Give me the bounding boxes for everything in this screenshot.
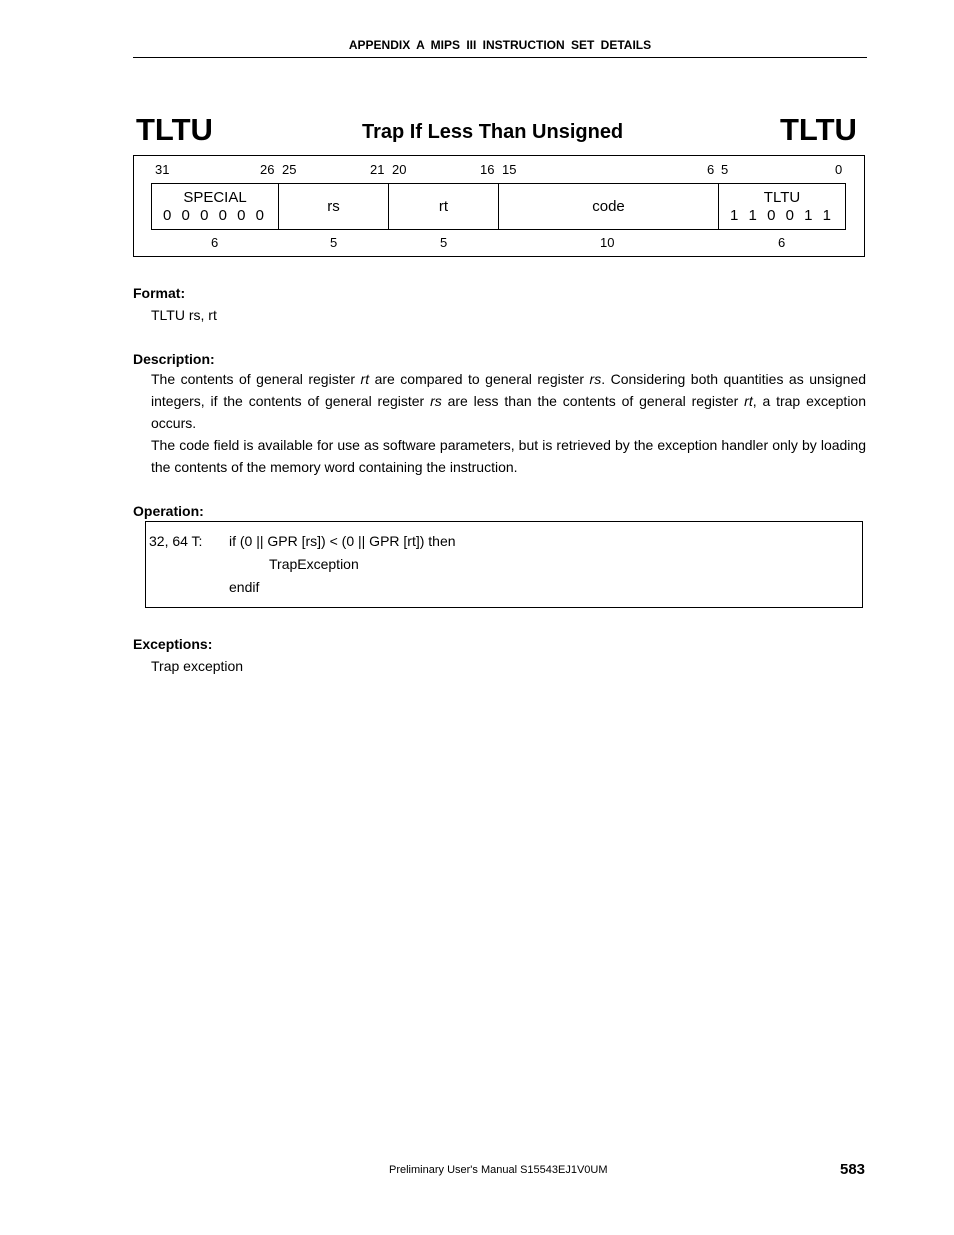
page-number: 583	[840, 1161, 866, 1178]
description-paragraph-2: The code field is available for use as software parameters, but is retrieved by the exception handler only by loading the contents of the memory word containing the instruction.	[151, 437, 866, 475]
mnemonic-left: TLTU	[136, 112, 213, 147]
field-name: TLTU	[763, 188, 801, 206]
register-name: rs	[589, 371, 602, 387]
bit-label: 0	[835, 162, 843, 177]
field-name: rt	[438, 197, 449, 215]
field-function	[719, 184, 845, 229]
field-name: rs	[327, 197, 340, 215]
operation-line: endif	[229, 579, 260, 595]
operation-heading: Operation:	[133, 503, 204, 519]
operation-line: if (0 || GPR [rs]) < (0 || GPR [rt]) then	[229, 533, 456, 549]
bit-label: 5	[721, 162, 729, 177]
mnemonic-right: TLTU	[780, 112, 857, 147]
register-name: rt	[360, 371, 370, 387]
description-heading: Description:	[133, 351, 215, 367]
page-header: APPENDIX A MIPS III INSTRUCTION SET DETAILS	[348, 38, 652, 52]
exceptions-heading: Exceptions:	[133, 636, 213, 652]
register-name: rt	[744, 393, 753, 409]
format-syntax: TLTU rs, rt	[151, 307, 217, 323]
operation-box	[145, 521, 863, 608]
text-run: . Considering both quantities as unsigned integers, if the contents of general register	[151, 371, 867, 409]
field-name: SPECIAL	[183, 188, 247, 206]
register-name: rs	[430, 393, 442, 409]
field-name: code	[592, 197, 625, 215]
text-run: , a trap exception occurs.	[151, 393, 866, 431]
bit-label: 16	[480, 162, 495, 177]
field-rt	[389, 184, 499, 229]
bit-label: 21	[370, 162, 385, 177]
text-run: The contents of general register	[151, 371, 361, 387]
bit-label: 15	[502, 162, 517, 177]
field-width: 10	[600, 235, 615, 250]
bit-label: 31	[155, 162, 170, 177]
field-code	[499, 184, 719, 229]
field-width: 6	[778, 235, 786, 250]
field-bits: 0 0 0 0 0 0	[163, 206, 267, 224]
operation-line: TrapException	[269, 556, 359, 572]
bit-label: 25	[282, 162, 297, 177]
exceptions-text: Trap exception	[151, 658, 244, 674]
field-bits: 1 1 0 0 1 1	[730, 206, 834, 224]
footer-manual: Preliminary User's Manual S15543EJ1V0UM	[389, 1164, 608, 1176]
text-run: are less than the contents of general register	[441, 393, 745, 409]
operation-label: 32, 64 T:	[149, 533, 203, 549]
format-heading: Format:	[133, 285, 186, 301]
field-special	[152, 184, 279, 229]
field-width: 6	[211, 235, 219, 250]
field-width: 5	[440, 235, 448, 250]
bit-label: 20	[392, 162, 407, 177]
field-rs	[279, 184, 389, 229]
instruction-fields	[151, 183, 846, 230]
description-paragraph-1	[151, 368, 866, 434]
bit-label: 6	[707, 162, 715, 177]
header-rule	[133, 57, 867, 58]
field-width: 5	[330, 235, 338, 250]
text-run: are compared to general register	[369, 371, 590, 387]
instruction-title: Trap If Less Than Unsigned	[362, 121, 624, 143]
bit-label: 26	[260, 162, 275, 177]
